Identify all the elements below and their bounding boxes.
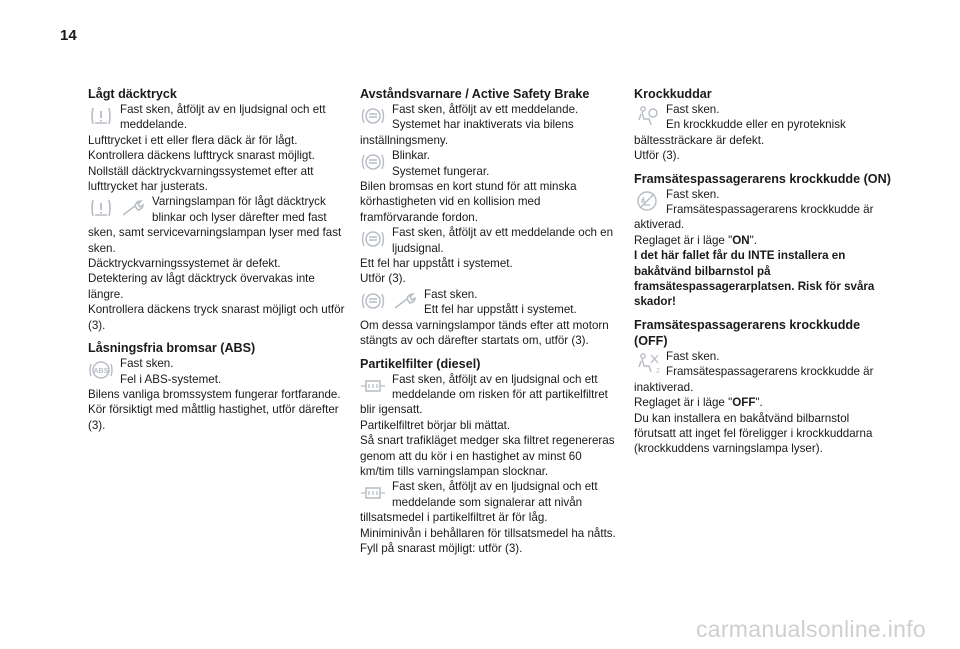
airbag-icon	[634, 104, 660, 128]
child-seat-airbag-on-icon	[634, 189, 660, 213]
particle-filter-icon	[360, 481, 386, 505]
section-particle-filter	[360, 356, 618, 557]
section-low-tire-pressure	[88, 86, 346, 333]
tire-pressure-warning-icon	[88, 104, 114, 128]
column-3	[634, 86, 892, 464]
entry: Fast sken. Framsätespassagerarens krockkudde är aktiverad.	[634, 187, 874, 232]
entry: ABS Fast sken. Fel i ABS-systemet. Bilens vanliga bromssystem fungerar fortfarande. Kör försiktigt med måttlig hastighet, utför därefter (3).	[88, 357, 341, 432]
entry: Blinkar. Systemet fungerar. Bilen bromsas en kort stund för att minska körhastigheten vid en kollision med framförvarande fordon.	[360, 149, 577, 224]
entry: Fast sken, åtföljt av ett meddelande. Systemet har inaktiverats via bilens inställningsmeny.	[360, 103, 579, 147]
section-title: Framsätespassagerarens krockkudde (ON)	[634, 171, 891, 186]
section-passenger-airbag-off	[634, 317, 892, 457]
wrench-icon	[120, 196, 146, 220]
section-airbags	[634, 86, 892, 164]
entry: Fast sken, åtföljt av en ljudsignal och ett meddelande. Lufttrycket i ett eller flera däck är för lågt. Kontrollera däckens lufttryck snarast möjligt. Nollställ däcktryckvarningssystemet efter att lufttrycket har justerats.	[88, 103, 326, 194]
entry: Fast sken. Ett fel har uppstått i systemet. Om dessa varningslampor tänds efter att motorn stängts av och därefter startats om, utför (3).	[360, 287, 609, 348]
active-safety-brake-icon	[360, 104, 386, 128]
watermark: carmanualsonline.info	[695, 615, 926, 642]
section-title: Framsätespassagerarens krockkudde (OFF)	[634, 317, 861, 348]
switch-position-on: Reglaget är i läge "ON".	[634, 233, 757, 247]
active-safety-brake-icon	[360, 289, 386, 313]
section-passenger-airbag-on	[634, 171, 892, 310]
section-title: Avståndsvarnare / Active Safety Brake	[360, 87, 590, 101]
column-2	[360, 86, 618, 563]
particle-filter-icon	[360, 374, 386, 398]
active-safety-brake-icon	[360, 150, 386, 174]
switch-position-off: Reglaget är i läge "OFF".	[634, 396, 763, 410]
section-title: Partikelfilter (diesel)	[360, 356, 481, 371]
section-title: Krockkuddar	[634, 87, 712, 101]
section-abs	[88, 340, 346, 433]
child-seat-info: Du kan installera en bakåtvänd bilbarnstol förutsatt att inget fel föreligger i krockkuddarna (krockkuddens varningslampa lyser).	[634, 411, 873, 456]
entry: 2 Fast sken. Framsätespassagerarens krockkudde är inaktiverad.	[634, 349, 874, 394]
entry: Varningslampan för lågt däcktryck blinkar och lyser därefter med fast sken, samt servicevarningslampan lyser med fast sken. Däcktryckvarningssystemet är defekt. Detektering av lågt däcktryck övervakas inte längre. Kontrollera däckens tryck snarast möjligt och utför (3).	[88, 195, 345, 332]
abs-icon	[88, 358, 114, 382]
section-distance-warning	[360, 86, 618, 349]
section-title: Låsningsfria bromsar (ABS)	[88, 341, 256, 356]
passenger-airbag-off-icon	[634, 351, 660, 375]
column-1	[88, 86, 346, 440]
active-safety-brake-icon	[360, 227, 386, 251]
wrench-icon	[392, 289, 418, 313]
svg-text:ABS: ABS	[93, 368, 109, 376]
section-title: Lågt däcktryck	[88, 87, 177, 101]
child-seat-warning: I det här fallet får du INTE installera en bakåtvänd bilbarnstol på framsätespassagerarplatsen. Risk för svåra skador!	[634, 249, 875, 309]
page-number: 14	[60, 27, 77, 44]
entry: Fast sken, åtföljt av ett meddelande och en ljudsignal. Ett fel har uppstått i systemet. Utför (3).	[360, 226, 614, 286]
entry: Fast sken, åtföljt av en ljudsignal och ett meddelande om risken för att partikelfiltret blir igensatt. Partikelfiltret börjar bli mättat. Så snart trafikläget medger ska filtret regenereras genom att du kör i en hastighet av minst 60 km/tim tills varningslampan slocknar.	[360, 372, 615, 478]
entry: Fast sken. En krockkudde eller en pyroteknisk bältessträckare är defekt. Utför (3).	[634, 103, 846, 163]
tire-pressure-warning-icon	[88, 196, 114, 220]
entry: Fast sken, åtföljt av en ljudsignal och ett meddelande som signalerar att nivån tillsatsmedel i partikelfiltret är för låg. Miniminivån i behållaren för tillsatsmedel ha nåtts. Fyll på snarast möjligt: utför (3).	[360, 480, 616, 555]
svg-text:2: 2	[656, 367, 660, 375]
